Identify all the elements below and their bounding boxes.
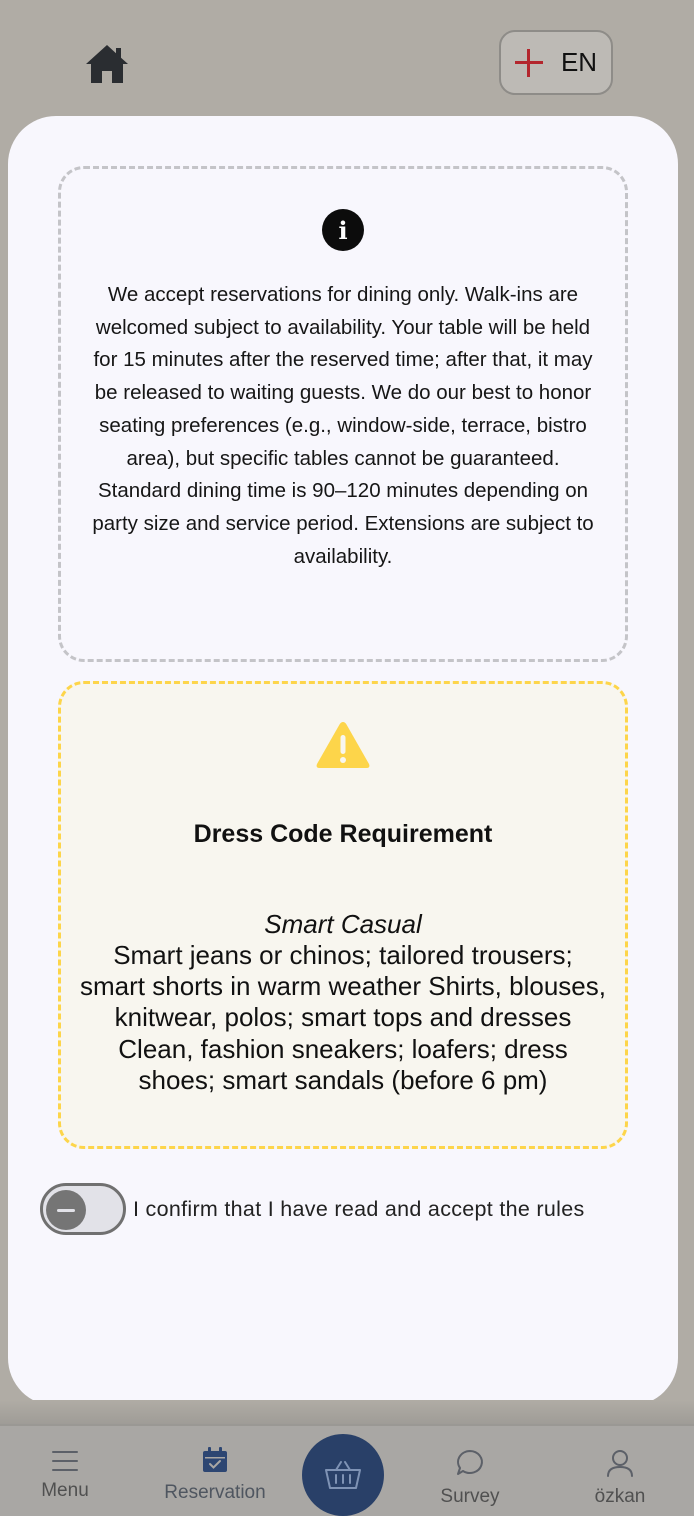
nav-item-survey[interactable]	[435, 1426, 505, 1516]
nav-item-profile[interactable]	[585, 1426, 655, 1516]
basket-icon	[324, 1459, 362, 1491]
dress-code-box	[58, 681, 628, 1149]
confirm-label: I confirm that I have read and accept the rules	[133, 1196, 585, 1221]
rules-sheet	[8, 116, 678, 1406]
language-label: EN	[560, 47, 598, 77]
reservation-info-text: We accept reservations for dining only. Walk-ins are welcomed subject to availability. Your table will be held for 15 minutes after the reserved time; after that, it may be released to waiting guests. We do our best to honor seating preferences (e.g., window-side, terrace, bistro area), but specific tables cannot be guaranteed. Standard dining time is 90–120 minutes depending on party size and service period. Extensions are subject to availability.	[92, 283, 594, 568]
nav-label-reservation: Reservation	[164, 1482, 266, 1503]
calendar-check-icon	[201, 1446, 229, 1474]
chat-bubble-icon	[455, 1448, 485, 1478]
dress-code-description: Smart jeans or chinos; tailored trousers; smart shorts in warm weather Shirts, blouses, knitwear, polos; smart tops and dresses Clean, fashion sneakers; loafers; dress shoes; smart sandals (before 6 pm)	[80, 940, 606, 1095]
nav-label-survey: Survey	[440, 1486, 500, 1507]
user-icon	[605, 1448, 635, 1478]
top-bar	[0, 0, 694, 116]
toggle-knob	[46, 1190, 86, 1230]
basket-button[interactable]	[302, 1434, 384, 1516]
info-icon: i	[322, 209, 364, 251]
nav-label-profile: özkan	[594, 1486, 646, 1507]
nav-label-menu: Menu	[41, 1480, 89, 1501]
language-button[interactable]	[499, 30, 613, 95]
dress-code-title: Dress Code Requirement	[193, 820, 493, 848]
home-icon	[84, 43, 130, 85]
reservation-info-box	[58, 166, 628, 662]
menu-icon	[51, 1450, 79, 1472]
home-button[interactable]	[82, 40, 132, 88]
warning-icon	[315, 720, 371, 770]
nav-item-reservation[interactable]	[158, 1426, 272, 1516]
dress-code-style: Smart Casual	[264, 909, 422, 939]
confirm-toggle[interactable]	[40, 1183, 126, 1235]
england-flag-icon	[515, 49, 543, 77]
nav-item-menu[interactable]	[30, 1426, 100, 1516]
confirm-row	[40, 1183, 585, 1235]
sheet-shadow	[0, 1400, 694, 1424]
